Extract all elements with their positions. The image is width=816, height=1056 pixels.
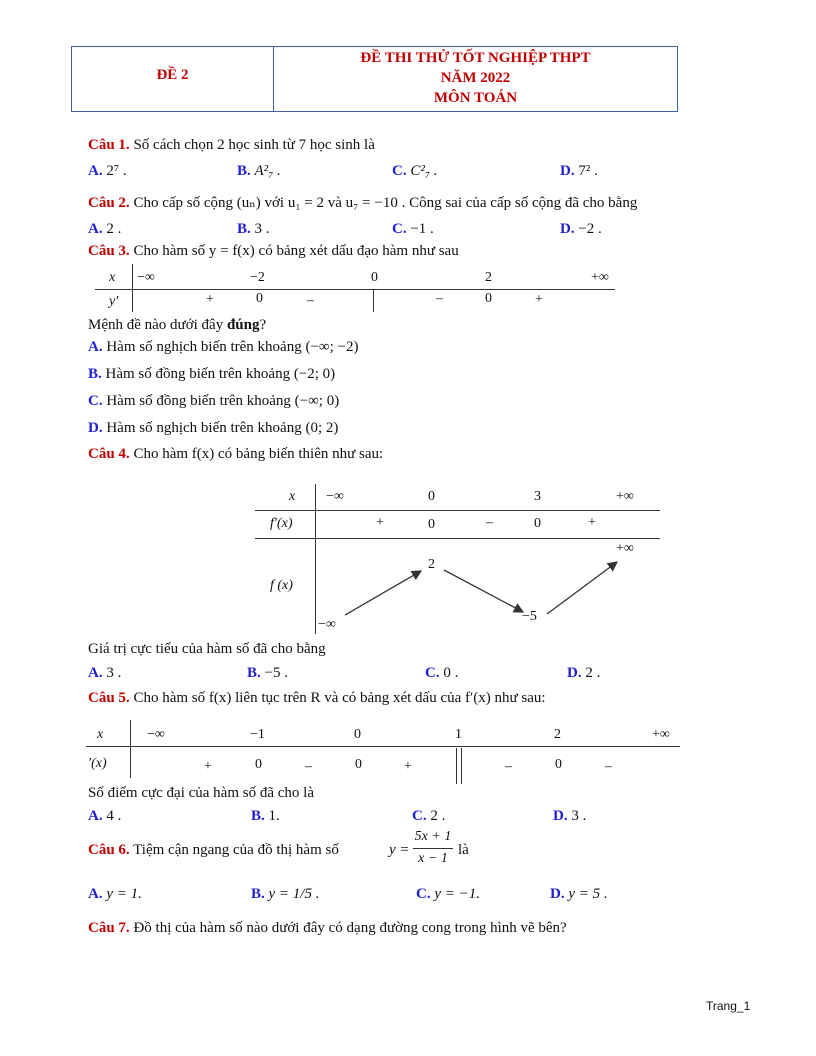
x-value: +∞ (652, 727, 670, 742)
x-value: 0 (354, 727, 361, 742)
sign: – (505, 759, 512, 774)
x-label: x (109, 270, 116, 285)
table-hline (86, 746, 680, 747)
sign: + (535, 292, 543, 307)
option-d[interactable]: D. y = 5 . (550, 886, 608, 902)
exam-subject: MÔN TOÁN (433, 90, 518, 106)
option-d[interactable]: D. −2 . (560, 221, 602, 237)
arrow-up (547, 562, 617, 614)
arrow-up (345, 571, 421, 615)
option-a[interactable]: A. y = 1. (88, 886, 142, 902)
sign: 0 (534, 516, 541, 531)
question-text: Số cách chọn 2 học sinh từ 7 học sinh là (133, 137, 375, 153)
f-label: f (x) (270, 578, 293, 593)
x-value: 2 (554, 727, 561, 742)
question-6 (88, 842, 339, 859)
sign: – (307, 293, 314, 308)
fprime-label: f′(x) (270, 516, 293, 531)
sign: 0 (355, 757, 362, 772)
x-label: x (97, 727, 104, 742)
question-text: Cho hàm số y = f(x) có bảng xét dấu đạo hàm như sau (133, 243, 459, 259)
option-a[interactable]: A. 4 . (88, 808, 122, 824)
option-c[interactable]: C. 2 . (412, 808, 446, 824)
question-text: Tiệm cận ngang của đồ thị hàm số (133, 842, 339, 858)
sign: 0 (555, 757, 562, 772)
table-vline (130, 720, 131, 778)
x-value: −2 (250, 270, 265, 285)
question-text: Cho hàm f(x) có bảng biến thiên như sau: (133, 446, 384, 462)
table-double-bar (456, 748, 457, 784)
x-value: −∞ (147, 727, 165, 742)
question-label: Câu 5. (88, 690, 130, 706)
x-value: −∞ (137, 270, 155, 285)
sign: 0 (255, 757, 262, 772)
option-b[interactable]: B. 3 . (237, 221, 270, 237)
sign: + (206, 292, 214, 307)
table-double-bar (461, 748, 462, 784)
question-text: Cho hàm số f(x) liên tục trên R và có bảng xét dấu của f′(x) như sau: (133, 690, 546, 706)
exam-code: ĐỀ 2 (156, 67, 189, 83)
arrow-down (444, 570, 523, 612)
question-7 (88, 920, 567, 937)
f-value: +∞ (616, 541, 634, 556)
x-value: −1 (250, 727, 265, 742)
option-a[interactable]: A. 2⁷ . (88, 163, 127, 179)
sign: 0 (428, 517, 435, 532)
numerator: 5x + 1 (414, 829, 452, 844)
x-value: 3 (534, 489, 541, 504)
q4-prompt: Giá trị cực tiểu của hàm số đã cho bằng (88, 641, 326, 657)
question-label: Câu 7. (88, 920, 130, 936)
f-value: 2 (428, 557, 435, 572)
option-b[interactable]: B. A²₇ . (237, 163, 281, 179)
question-label: Câu 2. (88, 195, 130, 211)
question-label: Câu 6. (88, 842, 130, 858)
f-value: −5 (522, 609, 537, 624)
x-value: +∞ (591, 270, 609, 285)
sign: + (376, 515, 384, 530)
sign: + (404, 759, 412, 774)
option-d[interactable]: D. 3 . (553, 808, 587, 824)
option-a[interactable]: A. 2 . (88, 221, 122, 237)
option-c[interactable]: C. Hàm số đồng biến trên khoảng (−∞; 0) (88, 393, 340, 409)
x-value: 0 (371, 270, 378, 285)
question-text: Cho cấp số cộng (uₙ) với u₁ = 2 và u₇ = −10 . Công sai của cấp số cộng đã cho bằng (133, 195, 638, 211)
option-a[interactable]: A. Hàm số nghịch biến trên khoảng (−∞; −2) (88, 339, 359, 355)
option-c[interactable]: C. 0 . (425, 665, 459, 681)
option-d[interactable]: D. 7² . (560, 163, 598, 179)
x-value: 1 (455, 727, 462, 742)
exam-title: ĐỀ THI THỬ TỐT NGHIỆP THPT (360, 50, 591, 66)
sign: + (588, 515, 596, 530)
sign: + (204, 759, 212, 774)
question-5 (88, 690, 546, 707)
q3-prompt: Mệnh đề nào dưới đây đúng? (88, 317, 267, 333)
option-d[interactable]: D. 2 . (567, 665, 601, 681)
option-b[interactable]: B. y = 1/5 . (251, 886, 320, 902)
option-c[interactable]: C. y = −1. (416, 886, 480, 902)
option-a[interactable]: A. 3 . (88, 665, 122, 681)
page-number: Trang_1 (706, 999, 751, 1013)
sign: – (436, 291, 443, 306)
x-value: 0 (428, 489, 435, 504)
x-value: 2 (485, 270, 492, 285)
sign: – (486, 515, 493, 530)
x-label: x (289, 489, 296, 504)
option-b[interactable]: B. Hàm số đồng biến trên khoảng (−2; 0) (88, 366, 336, 382)
sign: – (605, 759, 612, 774)
fprime-label: ′(x) (88, 756, 107, 771)
denominator: x − 1 (418, 851, 448, 866)
option-c[interactable]: C. −1 . (392, 221, 434, 237)
sign: 0 (256, 291, 263, 306)
option-d[interactable]: D. Hàm số nghịch biến trên khoảng (0; 2) (88, 420, 339, 436)
sign: – (305, 759, 312, 774)
question-label: Câu 4. (88, 446, 130, 462)
x-value: −∞ (326, 489, 344, 504)
q5-prompt: Số điểm cực đại của hàm số đã cho là (88, 785, 314, 801)
question-label: Câu 3. (88, 243, 130, 259)
sign: 0 (485, 291, 492, 306)
exam-year: NĂM 2022 (440, 70, 511, 86)
question-label: Câu 1. (88, 137, 130, 153)
question-tail: là (458, 842, 469, 858)
y-prime-label: y′ (109, 294, 119, 309)
option-b[interactable]: B. −5 . (247, 665, 288, 681)
f-value: −∞ (318, 617, 336, 632)
question-text: Đồ thị của hàm số nào dưới đây có dạng đường cong trong hình vẽ bên? (133, 920, 567, 936)
fraction-bar (413, 848, 453, 849)
option-b[interactable]: B. 1. (251, 808, 280, 824)
x-value: +∞ (616, 489, 634, 504)
option-c[interactable]: C. C²₇ . (392, 163, 438, 179)
y-equals: y = (389, 842, 410, 858)
